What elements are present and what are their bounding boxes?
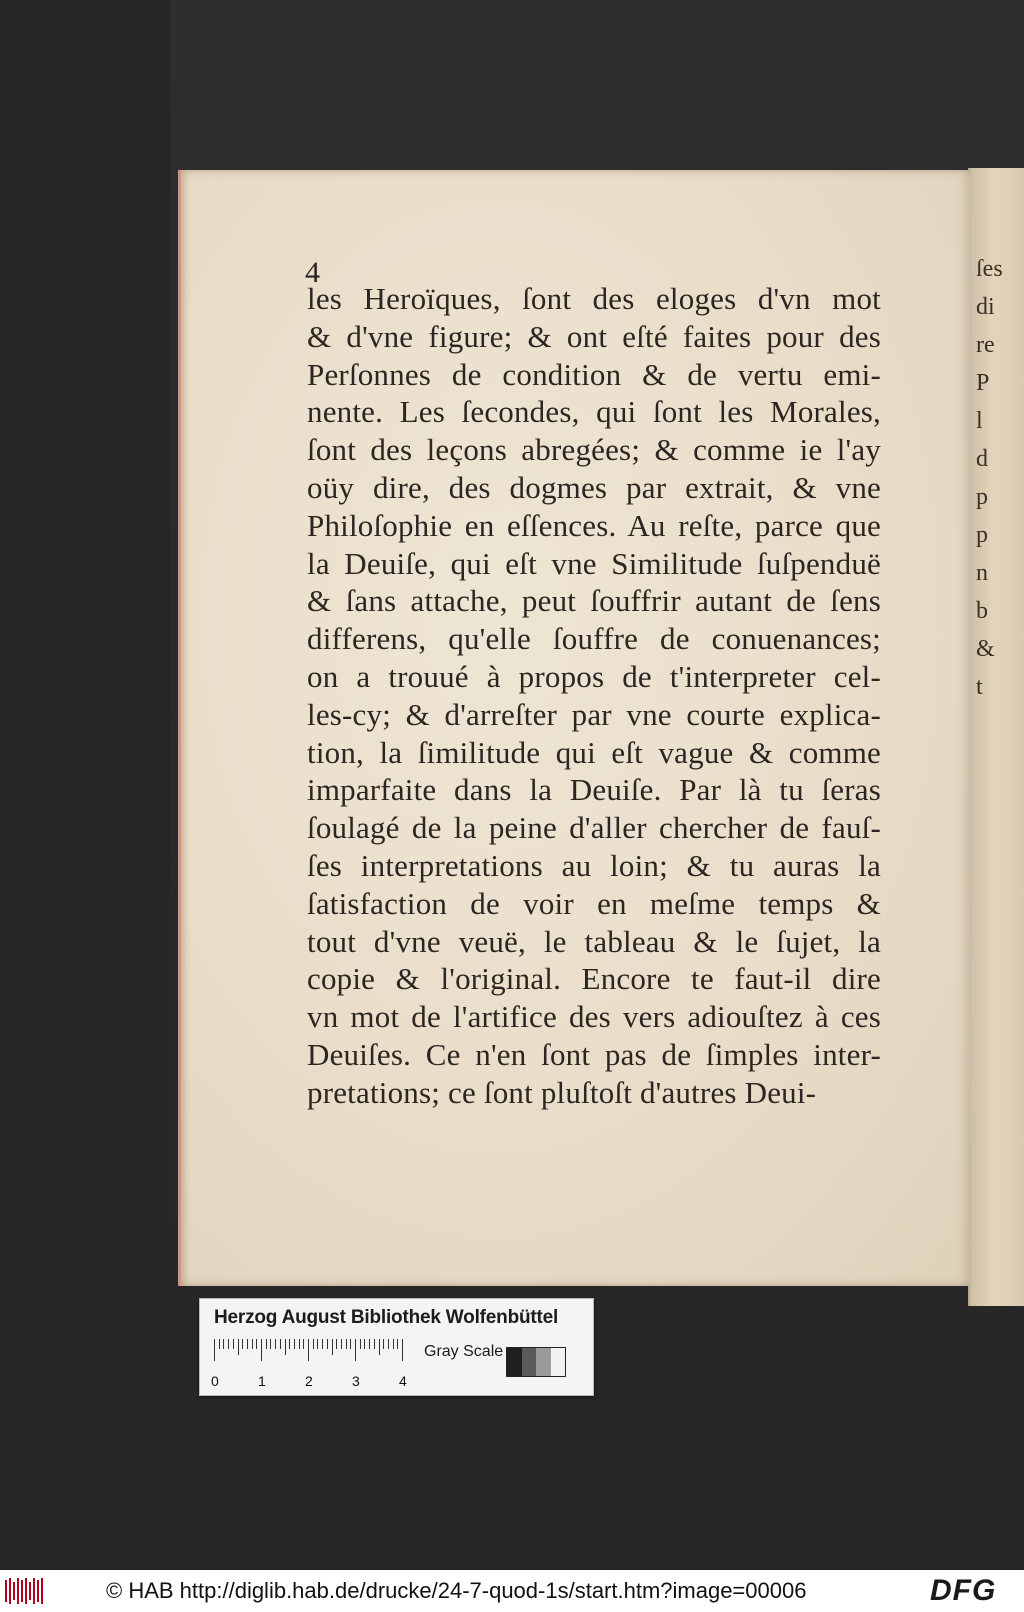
ruler-tick [388, 1339, 389, 1349]
text-line: Deuiſes. Ce n'en ſont pas de ſimples inter- [307, 1036, 881, 1072]
ruler-tick [360, 1339, 361, 1349]
facing-page-fragment: n [976, 560, 988, 586]
text-line: les Heroïques, ſont des eloges d'vn mot [307, 281, 881, 316]
gray-swatch [536, 1348, 551, 1376]
facing-page-fragment: b [976, 598, 988, 624]
ruler-tick [285, 1339, 286, 1355]
text-line: vn mot de l'artifice des vers adiouſtez à ces [307, 999, 881, 1035]
ruler-tick [332, 1339, 333, 1355]
gray-scale-label: Gray Scale [424, 1343, 504, 1360]
text-line: & ſans attache, peut ſouffrir autant de ſens [307, 583, 881, 619]
facing-page-fragment: p [976, 522, 988, 548]
ruler-tick [289, 1339, 290, 1349]
ruler-tick [402, 1339, 403, 1361]
ruler-tick [214, 1339, 215, 1361]
facing-page-fragment: P [976, 370, 990, 396]
text-line: ſont des leçons abregées; & comme ie l'ay [307, 432, 881, 468]
ruler-number: 1 [258, 1373, 266, 1389]
gray-scale-swatches [506, 1347, 566, 1377]
ruler-tick [393, 1339, 394, 1349]
ruler-tick [369, 1339, 370, 1349]
ruler-tick [233, 1339, 234, 1349]
ruler-tick [397, 1339, 398, 1349]
ruler-number: 0 [211, 1373, 219, 1389]
ruler-tick [336, 1339, 337, 1349]
facing-page-fragment: ſes [976, 256, 1003, 282]
ruler-tick [252, 1339, 253, 1349]
ruler-tick [308, 1339, 309, 1361]
ruler-tick [383, 1339, 384, 1349]
ruler-tick [238, 1339, 239, 1355]
facing-page-fragment: d [976, 446, 988, 472]
facing-page-fragment: l [976, 408, 983, 434]
ruler-tick [364, 1339, 365, 1349]
facing-page-fragment: t [976, 674, 983, 700]
book-cover-left [0, 0, 170, 1570]
ruler-tick [223, 1339, 224, 1349]
text-line: ſatisfaction de voir en meſme temps & [307, 885, 881, 921]
ruler-tick [270, 1339, 271, 1349]
ruler-tick [266, 1339, 267, 1349]
text-line: & d'vne figure; & ont eſté faites pour des [307, 318, 881, 354]
text-line: la Deuiſe, qui eſt vne Similitude ſuſpenduë [307, 545, 881, 581]
footer-bar [0, 1570, 1024, 1612]
hab-logo-icon [4, 1576, 46, 1606]
ruler-tick [219, 1339, 220, 1349]
text-line: pretations; ce ſont pluſtoſt d'autres Deui- [307, 1074, 817, 1110]
text-line: les-cy; & d'arreſter par vne courte explica- [307, 696, 881, 732]
ruler-tick [299, 1339, 300, 1349]
gray-swatch [551, 1348, 566, 1376]
text-line: differens, qu'elle ſouffre de conuenances; [307, 621, 881, 657]
permalink-credit[interactable]: © HAB http://diglib.hab.de/drucke/24-7-quod-1s/start.htm?image=00006 [106, 1578, 807, 1603]
ruler-tick [341, 1339, 342, 1349]
ruler-tick [355, 1339, 356, 1361]
ruler-tick [327, 1339, 328, 1349]
text-line: tout d'vne veuë, le tableau & le ſujet, la [307, 923, 881, 959]
ruler-tick [313, 1339, 314, 1349]
ruler-tick [322, 1339, 323, 1349]
dfg-logo: DFG [930, 1574, 997, 1607]
facing-page-fragment: p [976, 484, 988, 510]
text-line: imparfaite dans la Deuiſe. Par là tu ſeras [307, 772, 881, 808]
ruler-tick [303, 1339, 304, 1349]
text-line: ſoulagé de la peine d'aller chercher de fauſ- [307, 810, 881, 846]
ruler-tick [280, 1339, 281, 1349]
ruler-scale [211, 1339, 408, 1389]
ruler-tick [256, 1339, 257, 1349]
gray-swatch [507, 1348, 522, 1376]
institution-name: Herzog August Bibliothek Wolfenbüttel [214, 1307, 559, 1328]
ruler-tick [275, 1339, 276, 1349]
ruler-tick [374, 1339, 375, 1349]
text-line: oüy dire, des dogmes par extrait, & vne [307, 469, 881, 505]
ruler-tick [247, 1339, 248, 1349]
book-page [178, 170, 971, 1286]
ruler-number: 3 [352, 1373, 360, 1389]
ruler-tick [261, 1339, 262, 1361]
text-line: on a trouué à propos de t'interpreter cel- [307, 658, 881, 694]
facing-page-fragment: re [976, 332, 995, 358]
ruler-tick [350, 1339, 351, 1349]
ruler-tick [379, 1339, 380, 1355]
page-text [307, 280, 881, 1112]
ruler-tick [228, 1339, 229, 1349]
ruler-number: 2 [305, 1373, 313, 1389]
text-line: copie & l'original. Encore te faut-il dire [307, 961, 881, 997]
facing-page-fragment: & [976, 636, 995, 662]
ruler-number: 4 [399, 1373, 407, 1389]
text-line: tion, la ſimilitude qui eſt vague & comme [307, 734, 881, 770]
gray-swatch [522, 1348, 537, 1376]
facing-page-edge [968, 168, 1024, 1306]
text-line: ſes interpretations au loin; & tu auras la [307, 847, 881, 883]
page-number: 4 [305, 256, 320, 289]
ruler-tick [294, 1339, 295, 1349]
ruler-tick [317, 1339, 318, 1349]
ruler-tick [346, 1339, 347, 1349]
color-calibration-bar [199, 1298, 594, 1396]
text-line: Philoſophie en eſſences. Au reſte, parce que [307, 507, 881, 543]
text-line: Perſonnes de condition & de vertu emi- [307, 356, 881, 392]
text-line: nente. Les ſecondes, qui ſont les Morales, [307, 394, 881, 430]
ruler-tick [242, 1339, 243, 1349]
facing-page-fragment: di [976, 294, 995, 320]
